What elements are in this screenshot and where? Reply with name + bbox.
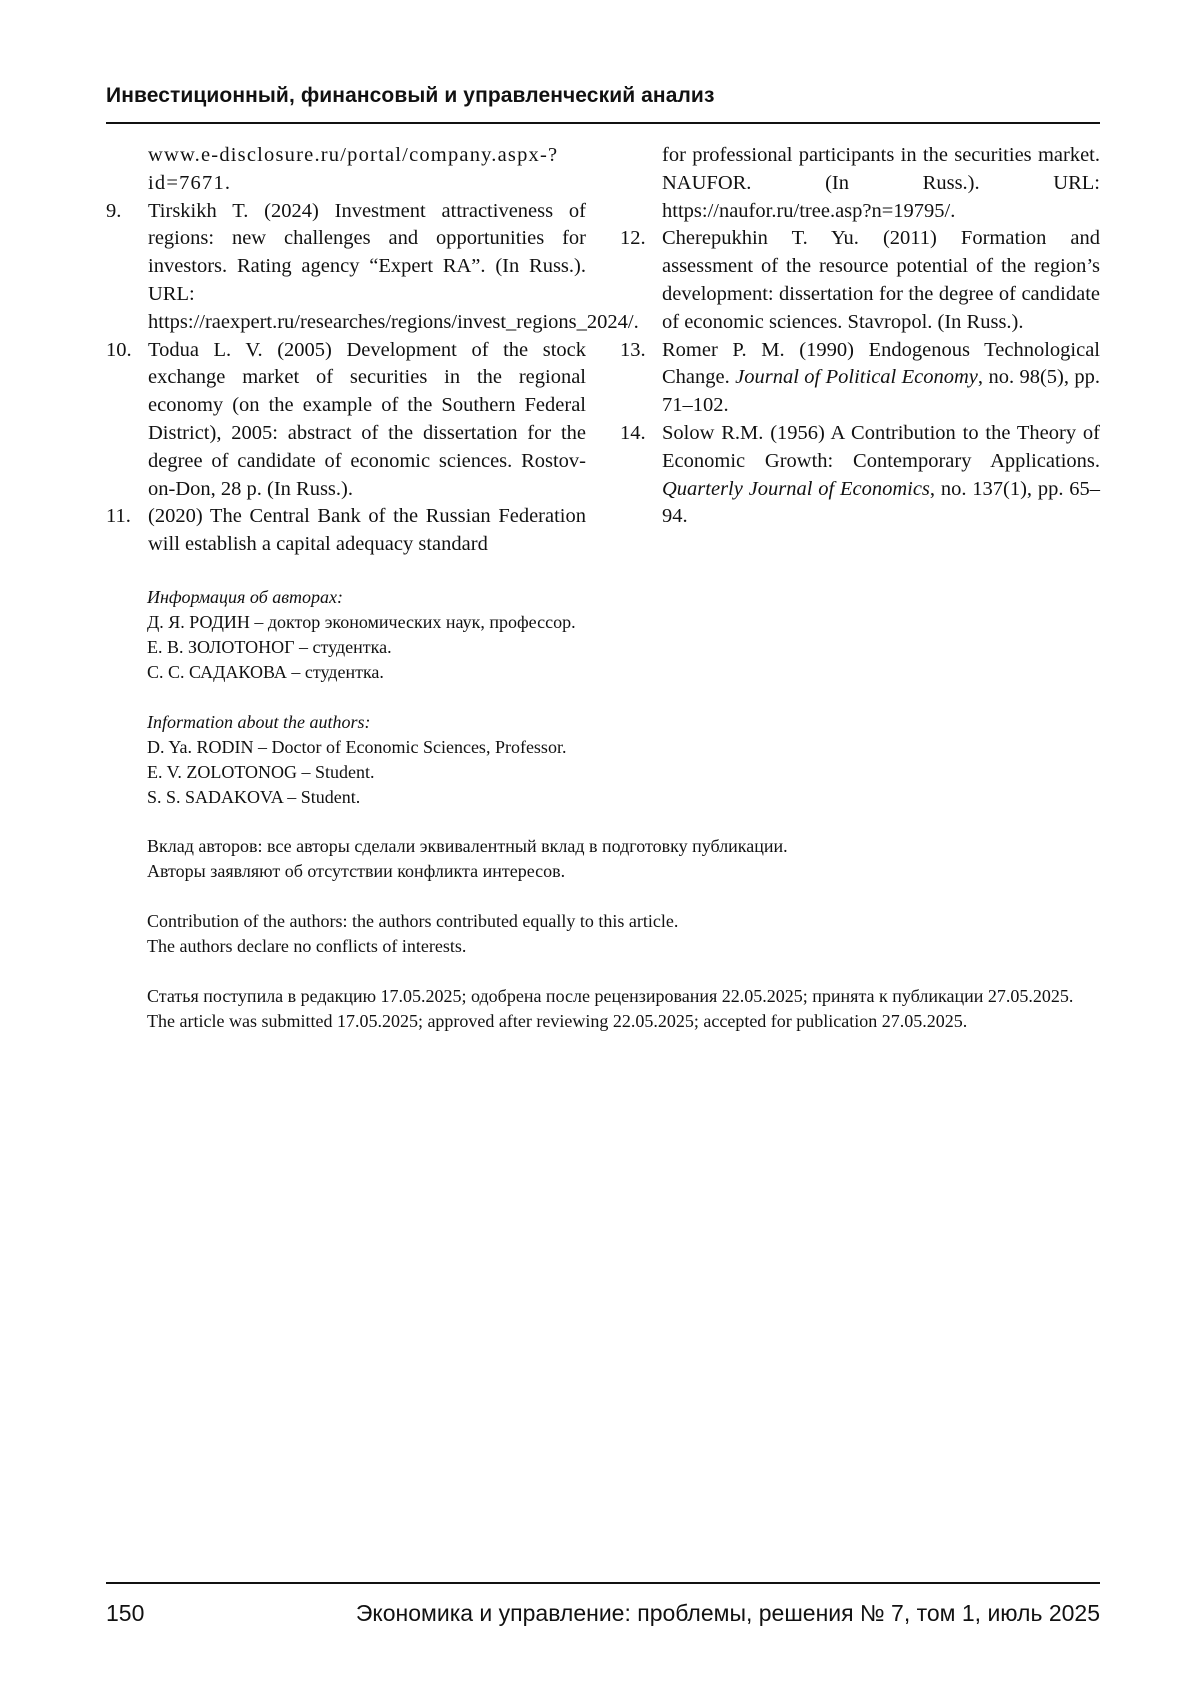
section-title: Инвестиционный, финансовый и управленческий анализ [106, 84, 714, 108]
contribution-line: Contribution of the authors: the authors contributed equally to this article. [147, 909, 1107, 934]
page-header [106, 84, 1100, 124]
reference-text [662, 420, 1100, 531]
authors-info-en [147, 710, 1107, 810]
authors-info-en-heading: Information about the authors: [147, 710, 1107, 735]
reference-text: www.e-disclosure.ru/portal/company.aspx-?id=7671. [148, 142, 586, 198]
reference-text: for professional participants in the securities market. NAUFOR. (In Russ.). URL: https://naufor.ru/tree.asp?n=19795/. [662, 142, 1100, 225]
reference-number: 13. [620, 337, 660, 365]
reference-text: Todua L. V. (2005) Development of the stock exchange market of securities in the regional economy (on the example of the Southern Federal District), 2005: abstract of the dissertation for the degree of candidate of economic sciences. Rostov-on-Don, 28 p. (In Russ.). [148, 337, 586, 504]
page-number: 150 [106, 1600, 144, 1627]
reference-text-part: , no. 137(1), pp. 65–94. [662, 478, 1100, 528]
author-line: Д. Я. РОДИН – доктор экономических наук, профессор. [147, 610, 1107, 635]
reference-text: Cherepukhin T. Yu. (2011) Formation and assessment of the resource potential of the region’s development: dissertation for the degree of candidate of economic sciences. Stavropol. (In Russ.). [662, 225, 1100, 336]
contribution-en [147, 909, 1107, 959]
article-history-ru: Статья поступила в редакцию 17.05.2025; одобрена после рецензирования 22.05.2025; принята к публикации 27.05.2025. [147, 984, 1097, 1009]
reference-text-part: Romer P. M. (1990) Endogenous Technological Change. [662, 339, 1100, 389]
contribution-line: Вклад авторов: все авторы сделали эквивалентный вклад в подготовку публикации. [147, 834, 1107, 859]
author-line: S. S. SADAKOVA – Student. [147, 785, 1107, 810]
reference-number: 9. [106, 198, 146, 226]
reference-text: (2020) The Central Bank of the Russian Federation will establish a capital adequacy standard [148, 503, 586, 559]
reference-item [620, 420, 1100, 531]
conflict-line: Авторы заявляют об отсутствии конфликта интересов. [147, 859, 1107, 884]
reference-number: 14. [620, 420, 660, 448]
reference-text [662, 337, 1100, 420]
reference-number: 10. [106, 337, 146, 365]
reference-text: Tirskikh T. (2024) Investment attractiveness of regions: new challenges and opportunities for investors. Rating agency “Expert RA”. (In Russ.). URL: https://raexpert.ru/researches/regions/invest_regions_2024/. [148, 198, 586, 337]
conflict-line: The authors declare no conflicts of interests. [147, 934, 1107, 959]
author-line: С. С. САДАКОВА – студентка. [147, 660, 1107, 685]
reference-item [620, 225, 1100, 336]
reference-item [106, 337, 586, 504]
reference-item [620, 142, 1100, 225]
journal-name: Экономика и управление: проблемы, решения № 7, том 1, июль 2025 [356, 1600, 1100, 1627]
journal-title: Quarterly Journal of Economics [662, 478, 930, 500]
article-history-en: The article was submitted 17.05.2025; approved after reviewing 22.05.2025; accepted for publication 27.05.2025. [147, 1009, 1097, 1034]
reference-number: 12. [620, 225, 660, 253]
page-footer [106, 1582, 1100, 1644]
reference-item [106, 142, 586, 198]
references-right-column [620, 142, 1100, 531]
journal-title: Journal of Political Economy [735, 366, 978, 388]
author-line: E. V. ZOLOTONOG – Student. [147, 760, 1107, 785]
reference-item [106, 198, 586, 337]
authors-info-ru [147, 585, 1107, 685]
article-history [147, 984, 1097, 1034]
contribution-ru [147, 834, 1107, 884]
authors-info-ru-heading: Информация об авторах: [147, 585, 1107, 610]
references-left-column [106, 142, 586, 559]
reference-item [620, 337, 1100, 420]
reference-item [106, 503, 586, 559]
references-section [106, 142, 1100, 562]
author-line: Е. В. ЗОЛОТОНОГ – студентка. [147, 635, 1107, 660]
reference-number: 11. [106, 503, 146, 531]
reference-text-part: , no. 98(5), pp. 71–102. [662, 366, 1100, 416]
reference-text-part: Solow R.M. (1956) A Contribution to the Theory of Economic Growth: Contemporary Applications. [662, 422, 1100, 472]
author-line: D. Ya. RODIN – Doctor of Economic Sciences, Professor. [147, 735, 1107, 760]
